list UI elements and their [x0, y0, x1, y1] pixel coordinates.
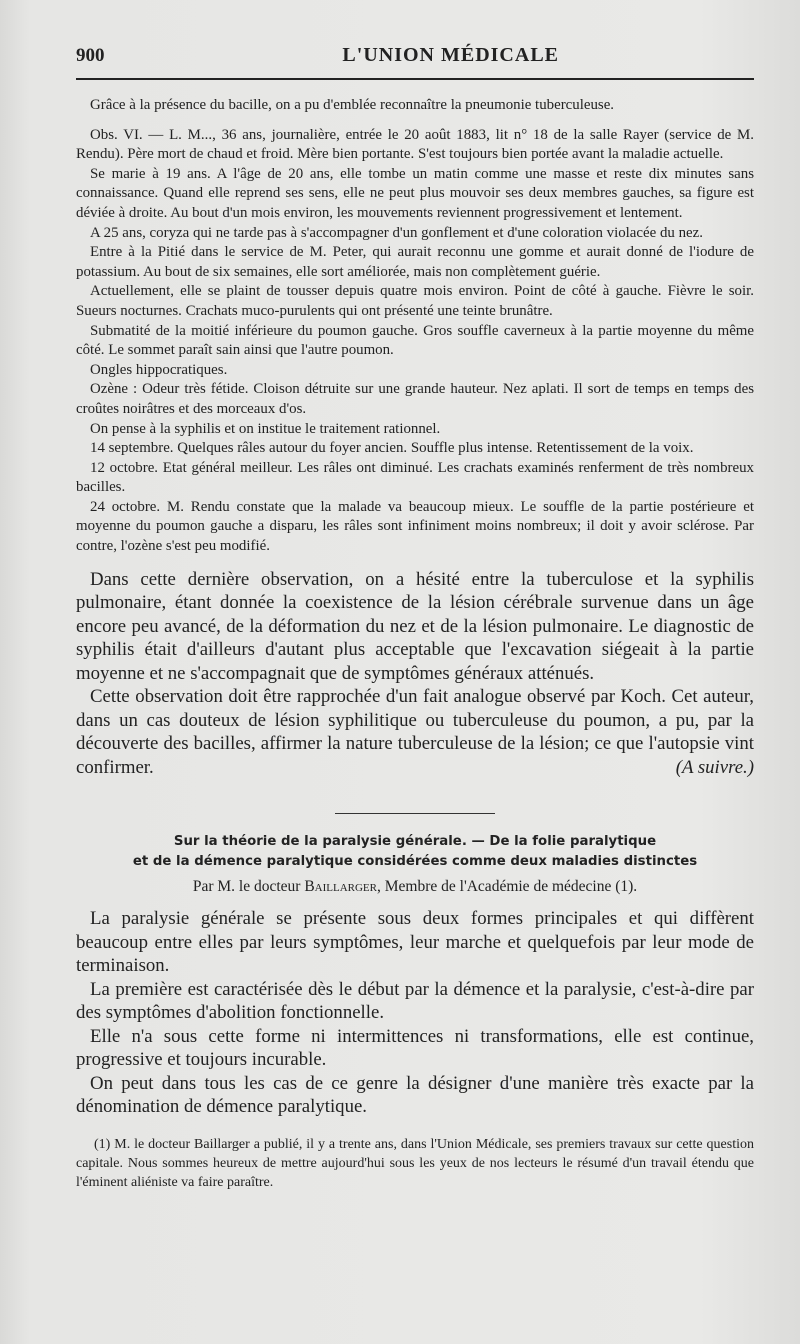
article-paragraph: On peut dans tous les cas de ce genre la désigner d'une manière très exacte par la dénomination de démence paralytique.: [76, 1072, 754, 1118]
article-paragraph: Elle n'a sous cette forme ni intermittences ni transformations, elle est continue, progressive et toujours incurable.: [76, 1025, 754, 1071]
section-separator: [335, 813, 495, 814]
article-body: [76, 907, 754, 1119]
observation-paragraph: Ozène : Odeur très fétide. Cloison détruite sur une grande hauteur. Nez aplati. Il sort de temps en temps des croûtes noirâtres et des morceaux d'os.: [76, 381, 754, 417]
footnote: (1) M. le docteur Baillarger a publié, il y a trente ans, dans l'Union Médicale, ses premiers travaux sur cette question capitale. Nous sommes heureux de mettre aujourd'hui sous les yeux de nos lecteurs le résumé d'un travail étendu que l'éminent aliéniste va faire paraître.: [76, 1136, 754, 1190]
observation-paragraph: 14 septembre. Quelques râles autour du foyer ancien. Souffle plus intense. Retentissement de la voix.: [90, 440, 694, 457]
header-rule: [76, 78, 754, 80]
observation-paragraph: Entre à la Pitié dans le service de M. Peter, qui aurait reconnu une gomme et aurait donné de l'iodure de potassium. Au bout de six semaines, elle sort améliorée, mais non complètement guérie.: [76, 244, 754, 280]
article-paragraph: La première est caractérisée dès le début par la démence et la paralysie, c'est-à-dire par des symptômes d'abolition fonctionnelle.: [76, 978, 754, 1024]
byline-prefix: Par M. le docteur: [192, 878, 305, 896]
observation-paragraph: Obs. VI. — L. M..., 36 ans, journalière, entrée le 20 août 1883, lit n° 18 de la salle Rayer (service de M. Rendu). Père mort de chaud et froid. Mère bien portante. S'est toujours bien portée avant la maladie actuelle.: [76, 126, 754, 163]
discussion-section: [76, 568, 754, 780]
discussion-paragraph: [76, 685, 754, 779]
observation-paragraph: A 25 ans, coryza qui ne tarde pas à s'accompagner d'un gonflement et d'une coloration violacée du nez.: [90, 224, 703, 241]
article-byline: [76, 878, 754, 896]
article-paragraph: La paralysie générale se présente sous deux formes principales et qui diffèrent beaucoup entre elles par leurs symptômes, leur marche et quelquefois par leur mode de terminaison.: [76, 908, 754, 977]
intro-paragraph: Grâce à la présence du bacille, on a pu d'emblée reconnaître la pneumonie tuberculeuse.: [90, 97, 615, 113]
observation-paragraph: 12 octobre. Etat général meilleur. Les râles ont diminué. Les crachats examinés renferment de très nombreux bacilles.: [76, 459, 754, 496]
article-title-line: et de la démence paralytique considérées comme deux maladies distinctes: [132, 854, 698, 870]
observation-paragraph: 24 octobre. M. Rendu constate que la malade va beaucoup mieux. Le souffle de la partie postérieure et moyenne du poumon gauche a disparu, les râles sont infiniment moins nombreux; il doit y avoir sclérose. Par contre, l'ozène s'est peu modifié.: [76, 498, 754, 555]
discussion-paragraph: Dans cette dernière observation, on a hésité entre la tuberculose et la syphilis pulmonaire, étant donnée la coexistence de la lésion cérébrale survenue dans un âge encore peu avancé, de la déformation du nez et de la lésion pulmonaire. Le diagnostic de syphilis était d'ailleurs d'autant plus acceptable que l'excavation siégeait à la partie moyenne et ne s'accompagnait que de symptômes généraux atténués.: [76, 568, 754, 684]
discussion-text: Cette observation doit être rapprochée d'un fait analogue observé par Koch. Cet auteur, dans un cas douteux de lésion syphilitique ou tuberculeuse du poumon, a pu, par la découverte des bacilles, affirmer la nature tuberculeuse de la lésion; ce que l'autopsie vint confirmer.: [76, 686, 754, 778]
observation-paragraph: Submatité de la moitié inférieure du poumon gauche. Gros souffle caverneux à la partie moyenne du même côté. Le sommet paraît sain ainsi que l'autre poumon.: [76, 322, 754, 359]
observation-section: [76, 96, 754, 557]
article-title: [76, 832, 754, 872]
footnote-section: [76, 1135, 754, 1192]
observation-paragraph: Ongles hippocratiques.: [90, 361, 228, 378]
observation-paragraph: On pense à la syphilis et on institue le traitement rationnel.: [90, 420, 441, 437]
observation-paragraph: Se marie à 19 ans. A l'âge de 20 ans, elle tombe un matin comme une masse et reste dix minutes sans connaissance. Quand elle reprend ses sens, elle ne peut plus mouvoir ses deux membres gauches, sa figure est déviée à droite. Au bout d'un mois environ, les mouvements reviennent progressivement et lentement.: [76, 165, 754, 221]
observation-paragraph: Actuellement, elle se plaint de tousser depuis quatre mois environ. Point de côté à gauche. Fièvre le soir. Sueurs nocturnes. Crachats muco-purulents qui ont présenté une teinte brunâtre.: [76, 283, 754, 319]
page-header: [76, 44, 754, 74]
to-be-continued: (A suivre.): [675, 756, 754, 778]
author-name: Baillarger: [304, 878, 377, 896]
byline-suffix: , Membre de l'Académie de médecine (1).: [377, 878, 638, 896]
page-number: 900: [76, 45, 105, 66]
article-title-line: Sur la théorie de la paralysie générale. — De la folie paralytique: [173, 834, 657, 850]
journal-title: L'UNION MÉDICALE: [342, 44, 559, 66]
